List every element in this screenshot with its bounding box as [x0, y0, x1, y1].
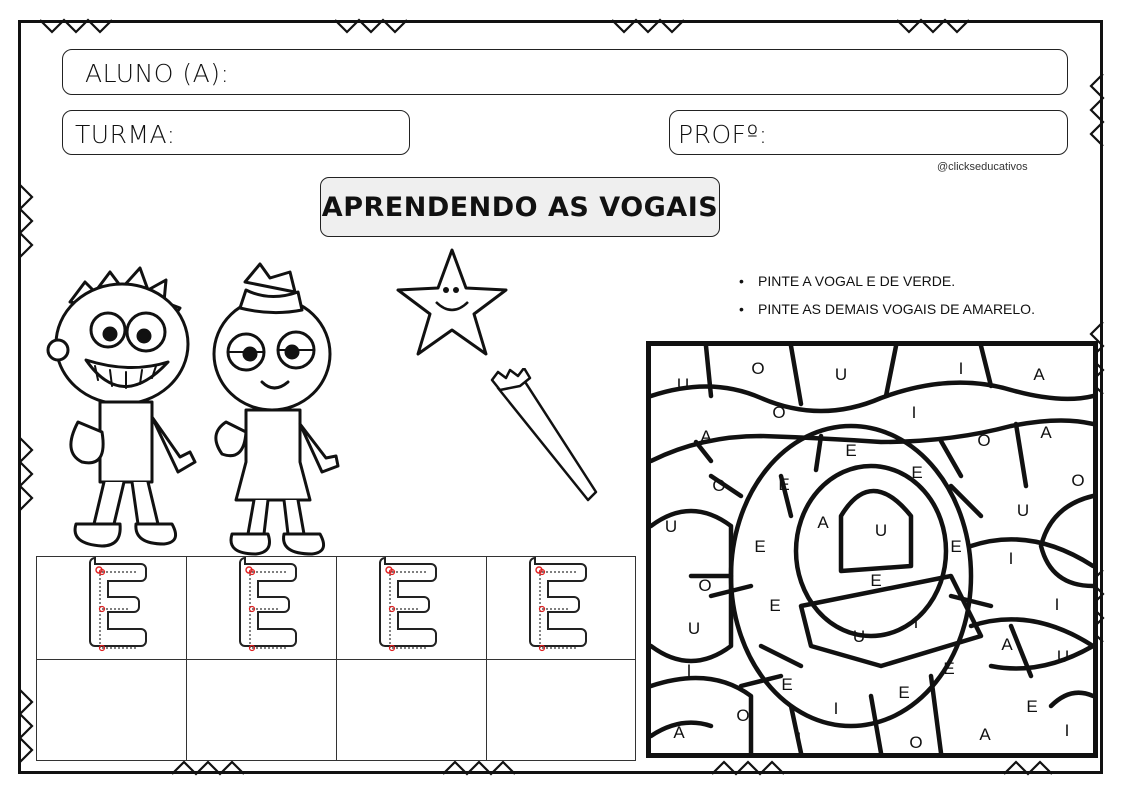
svg-text:I: I: [1064, 721, 1070, 740]
student-name-field[interactable]: [62, 49, 1068, 95]
svg-text:E: E: [898, 683, 910, 702]
writing-cell[interactable]: [336, 659, 487, 761]
svg-text:O: O: [736, 706, 750, 725]
svg-text:E: E: [1026, 697, 1038, 716]
svg-text:I: I: [833, 699, 839, 718]
svg-text:E: E: [911, 463, 923, 482]
svg-text:I: I: [913, 613, 919, 632]
writing-cell[interactable]: [186, 659, 337, 761]
children-illustration: [40, 262, 350, 560]
student-name-label: ALUNO (A):: [85, 59, 230, 88]
svg-text:U: U: [664, 517, 678, 536]
writing-cell[interactable]: [36, 659, 187, 761]
title-box: [320, 177, 720, 237]
svg-text:E: E: [845, 441, 857, 460]
svg-text:O: O: [751, 359, 765, 378]
page-title: APRENDENDO AS VOGAIS: [321, 191, 719, 223]
svg-text:I: I: [911, 403, 917, 422]
teacher-label: PROFº:: [678, 120, 768, 149]
svg-text:E: E: [754, 537, 766, 556]
svg-text:A: A: [817, 513, 829, 532]
svg-text:O: O: [1071, 471, 1085, 490]
svg-text:O: O: [909, 733, 923, 752]
svg-text:E: E: [781, 675, 793, 694]
toothbrush-icon: [490, 368, 610, 508]
svg-text:A: A: [1040, 423, 1052, 442]
letter-e-tracing-guides: [36, 556, 636, 660]
svg-text:O: O: [698, 576, 712, 595]
svg-text:I: I: [1008, 549, 1014, 568]
puzzle-regions: [651, 346, 1093, 753]
svg-text:I: I: [686, 661, 692, 680]
svg-text:E: E: [950, 537, 962, 556]
class-field[interactable]: [62, 110, 410, 155]
svg-text:A: A: [979, 725, 991, 744]
svg-text:U: U: [852, 627, 866, 646]
svg-text:U: U: [676, 375, 690, 394]
star-icon: [392, 246, 512, 361]
instruction-item: • PINTE AS DEMAIS VOGAIS DE AMARELO.: [742, 301, 1035, 317]
class-label: TURMA:: [75, 120, 176, 149]
svg-text:A: A: [700, 427, 712, 446]
color-by-vowel-puzzle[interactable]: [646, 341, 1098, 758]
svg-text:O: O: [977, 431, 991, 450]
svg-text:I: I: [958, 359, 964, 378]
svg-text:E: E: [778, 475, 790, 494]
writing-cell[interactable]: [486, 659, 636, 761]
teacher-field[interactable]: [669, 110, 1068, 155]
svg-text:I: I: [1054, 595, 1060, 614]
svg-text:O: O: [712, 476, 726, 495]
svg-text:U: U: [687, 619, 701, 638]
svg-text:A: A: [1033, 365, 1045, 384]
svg-text:U: U: [834, 365, 848, 384]
instruction-item: • PINTE A VOGAL E DE VERDE.: [742, 273, 955, 289]
puzzle-vowel-labels: [665, 359, 1085, 752]
svg-text:U: U: [1016, 501, 1030, 520]
tracing-grid: [36, 556, 636, 761]
svg-text:O: O: [772, 403, 786, 422]
svg-text:E: E: [769, 596, 781, 615]
svg-text:A: A: [673, 723, 685, 742]
svg-text:U: U: [1056, 647, 1070, 666]
svg-text:E: E: [943, 659, 955, 678]
svg-text:I: I: [796, 729, 802, 748]
svg-text:U: U: [874, 521, 888, 540]
author-handle: @clickseducativos: [937, 161, 1028, 173]
svg-text:A: A: [1001, 635, 1013, 654]
svg-text:E: E: [870, 571, 882, 590]
